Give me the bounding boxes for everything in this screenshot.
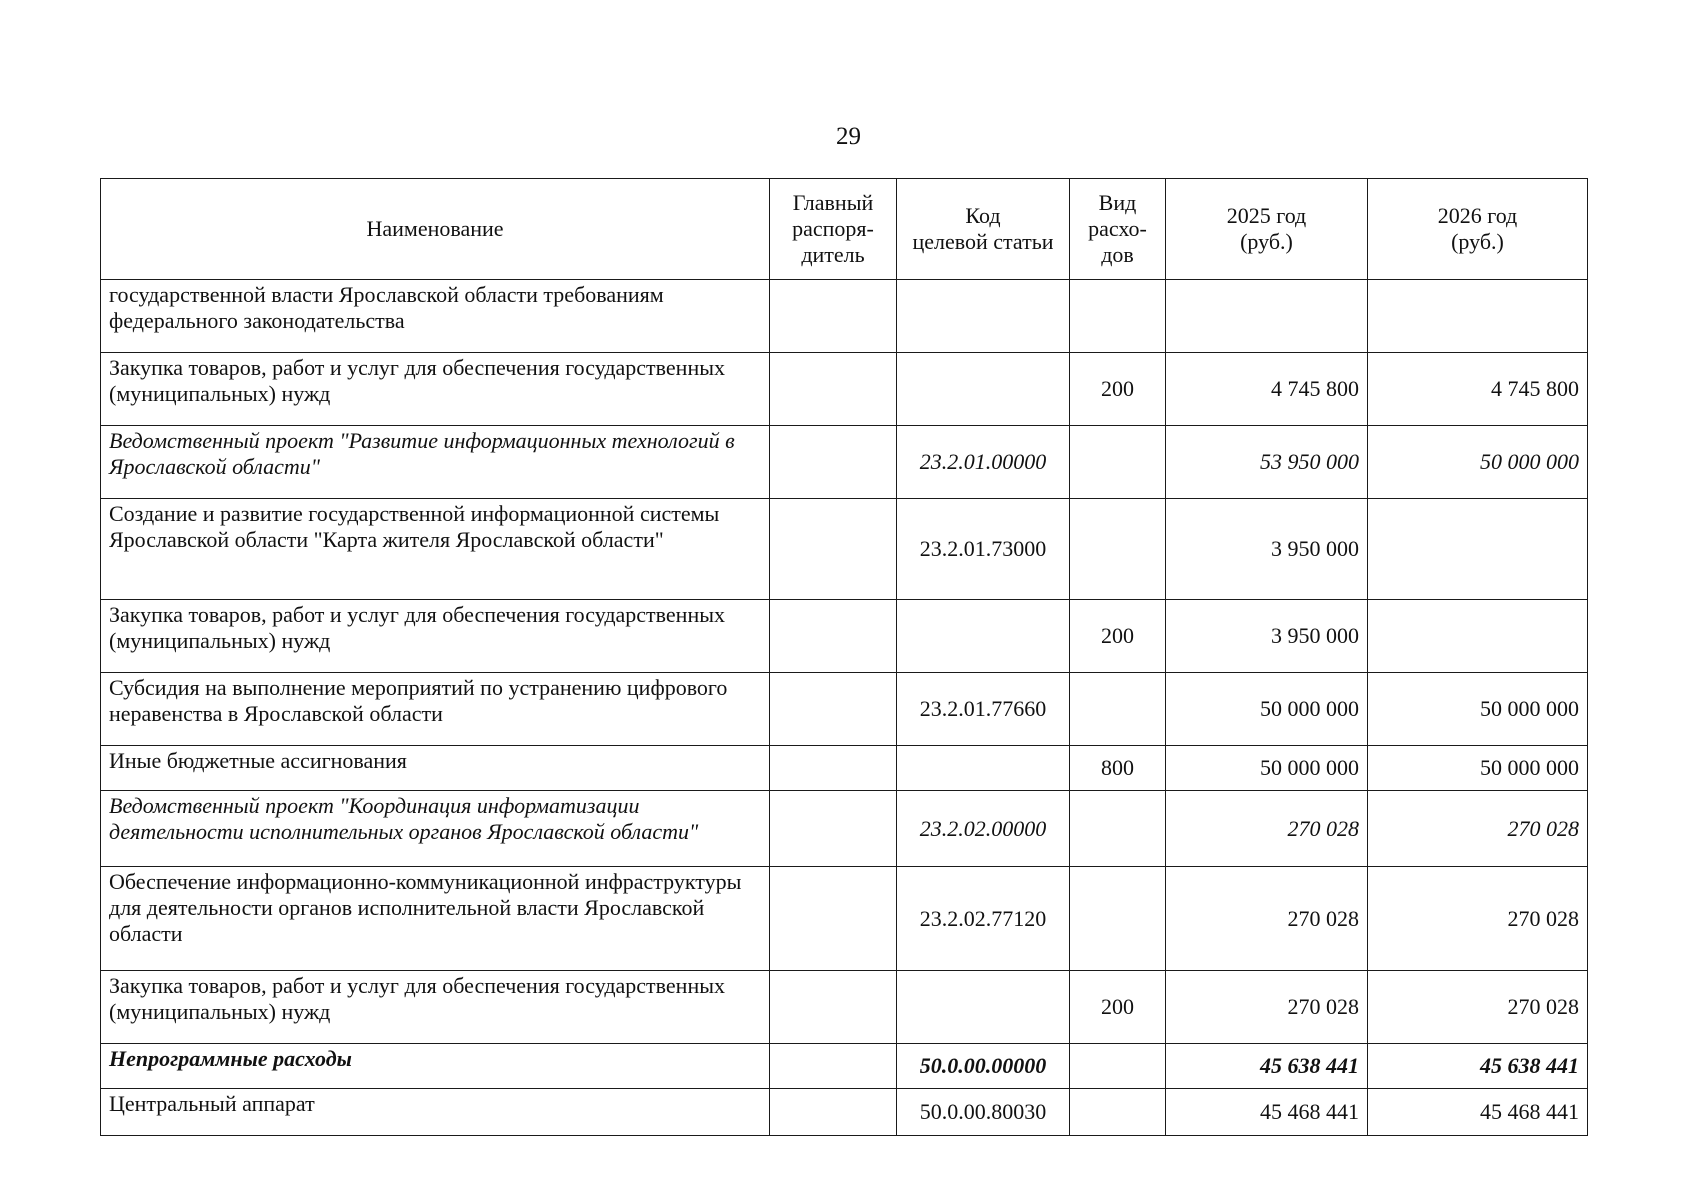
- row-target-code: 23.2.01.77660: [897, 673, 1070, 746]
- table-row: [101, 971, 1588, 1044]
- header-year-2026-line: (руб.): [1451, 229, 1504, 254]
- row-amount-2025: 270 028: [1166, 791, 1368, 867]
- row-amount-2026: 45 638 441: [1368, 1044, 1588, 1089]
- row-main-manager: [770, 971, 897, 1044]
- table-row: [101, 1044, 1588, 1089]
- row-target-code: [897, 280, 1070, 353]
- row-amount-2026: 50 000 000: [1368, 746, 1588, 791]
- row-expense-type: [1070, 1089, 1166, 1136]
- row-main-manager: [770, 600, 897, 673]
- row-name: Иные бюджетные ассигнования: [101, 746, 770, 791]
- row-target-code: 23.2.01.73000: [897, 499, 1070, 600]
- row-target-code: [897, 353, 1070, 426]
- row-amount-2026: 270 028: [1368, 971, 1588, 1044]
- row-amount-2025: 3 950 000: [1166, 600, 1368, 673]
- row-name: Создание и развитие государственной информационной системы Ярославской области "Карта жителя Ярославской области": [101, 499, 770, 600]
- row-main-manager: [770, 1089, 897, 1136]
- row-target-code: 50.0.00.80030: [897, 1089, 1070, 1136]
- header-name: Наименование: [101, 179, 770, 280]
- row-target-code: 23.2.01.00000: [897, 426, 1070, 499]
- row-main-manager: [770, 791, 897, 867]
- header-target-code-line: целевой статьи: [912, 229, 1054, 254]
- row-name: Закупка товаров, работ и услуг для обеспечения государственных (муниципальных) нужд: [101, 600, 770, 673]
- header-main-manager-line: распоря-: [792, 216, 874, 241]
- row-amount-2025: 45 638 441: [1166, 1044, 1368, 1089]
- row-amount-2026: 4 745 800: [1368, 353, 1588, 426]
- row-expense-type: 200: [1070, 353, 1166, 426]
- row-name: Центральный аппарат: [101, 1089, 770, 1136]
- table-row: [101, 426, 1588, 499]
- row-amount-2025: 50 000 000: [1166, 673, 1368, 746]
- table-row: [101, 673, 1588, 746]
- table-header-row: [101, 179, 1588, 280]
- header-main-manager: [770, 179, 897, 280]
- header-main-manager-line: Главный: [792, 190, 874, 215]
- header-target-code: [897, 179, 1070, 280]
- row-amount-2026: [1368, 280, 1588, 353]
- row-amount-2025: 53 950 000: [1166, 426, 1368, 499]
- row-main-manager: [770, 867, 897, 971]
- table-row: [101, 791, 1588, 867]
- row-expense-type: [1070, 280, 1166, 353]
- header-year-2025: [1166, 179, 1368, 280]
- row-amount-2025: 4 745 800: [1166, 353, 1368, 426]
- row-main-manager: [770, 746, 897, 791]
- row-amount-2025: 50 000 000: [1166, 746, 1368, 791]
- row-expense-type: [1070, 499, 1166, 600]
- header-expense-type-line: расхо-: [1088, 216, 1147, 241]
- row-amount-2026: 50 000 000: [1368, 673, 1588, 746]
- row-name: Закупка товаров, работ и услуг для обеспечения государственных (муниципальных) нужд: [101, 971, 770, 1044]
- row-amount-2026: 270 028: [1368, 867, 1588, 971]
- row-target-code: 23.2.02.77120: [897, 867, 1070, 971]
- header-expense-type-line: Вид: [1098, 190, 1137, 215]
- row-target-code: [897, 971, 1070, 1044]
- row-name: Ведомственный проект "Развитие информационных технологий в Ярославской области": [101, 426, 770, 499]
- row-amount-2026: 50 000 000: [1368, 426, 1588, 499]
- row-amount-2026: [1368, 499, 1588, 600]
- row-main-manager: [770, 673, 897, 746]
- table-row: [101, 499, 1588, 600]
- row-name: Субсидия на выполнение мероприятий по устранению цифрового неравенства в Ярославской области: [101, 673, 770, 746]
- header-target-code-line: Код: [965, 203, 1001, 228]
- row-expense-type: 200: [1070, 600, 1166, 673]
- row-main-manager: [770, 426, 897, 499]
- table-row: [101, 600, 1588, 673]
- row-amount-2025: 270 028: [1166, 971, 1368, 1044]
- row-amount-2026: 270 028: [1368, 791, 1588, 867]
- header-expense-type: [1070, 179, 1166, 280]
- row-target-code: [897, 746, 1070, 791]
- row-name: государственной власти Ярославской области требованиям федерального законодательства: [101, 280, 770, 353]
- row-expense-type: 200: [1070, 971, 1166, 1044]
- table-row: [101, 746, 1588, 791]
- row-name: Непрограммные расходы: [101, 1044, 770, 1089]
- row-target-code: 50.0.00.00000: [897, 1044, 1070, 1089]
- row-main-manager: [770, 499, 897, 600]
- budget-table: [100, 178, 1588, 1136]
- header-main-manager-line: дитель: [801, 242, 865, 267]
- row-main-manager: [770, 353, 897, 426]
- page-number: 29: [836, 123, 861, 150]
- row-amount-2025: 45 468 441: [1166, 1089, 1368, 1136]
- row-amount-2025: 3 950 000: [1166, 499, 1368, 600]
- row-target-code: [897, 600, 1070, 673]
- header-year-2025-line: (руб.): [1240, 229, 1293, 254]
- table-row: [101, 867, 1588, 971]
- row-amount-2026: 45 468 441: [1368, 1089, 1588, 1136]
- row-name: Закупка товаров, работ и услуг для обеспечения государственных (муниципальных) нужд: [101, 353, 770, 426]
- row-name: Обеспечение информационно-коммуникационной инфраструктуры для деятельности органов исполнительной власти Ярославской области: [101, 867, 770, 971]
- row-main-manager: [770, 280, 897, 353]
- row-amount-2025: 270 028: [1166, 867, 1368, 971]
- row-amount-2026: [1368, 600, 1588, 673]
- header-expense-type-line: дов: [1101, 242, 1134, 267]
- row-expense-type: [1070, 1044, 1166, 1089]
- header-year-2025-line: 2025 год: [1226, 203, 1307, 228]
- header-year-2026-line: 2026 год: [1437, 203, 1518, 228]
- row-name: Ведомственный проект "Координация информатизации деятельности исполнительных органов Ярославской области": [101, 791, 770, 867]
- row-main-manager: [770, 1044, 897, 1089]
- header-year-2026: [1368, 179, 1588, 280]
- table-row: [101, 1089, 1588, 1136]
- row-expense-type: [1070, 673, 1166, 746]
- table-row: [101, 353, 1588, 426]
- row-expense-type: [1070, 867, 1166, 971]
- row-expense-type: 800: [1070, 746, 1166, 791]
- row-amount-2025: [1166, 280, 1368, 353]
- row-expense-type: [1070, 426, 1166, 499]
- row-expense-type: [1070, 791, 1166, 867]
- row-target-code: 23.2.02.00000: [897, 791, 1070, 867]
- table-row: [101, 280, 1588, 353]
